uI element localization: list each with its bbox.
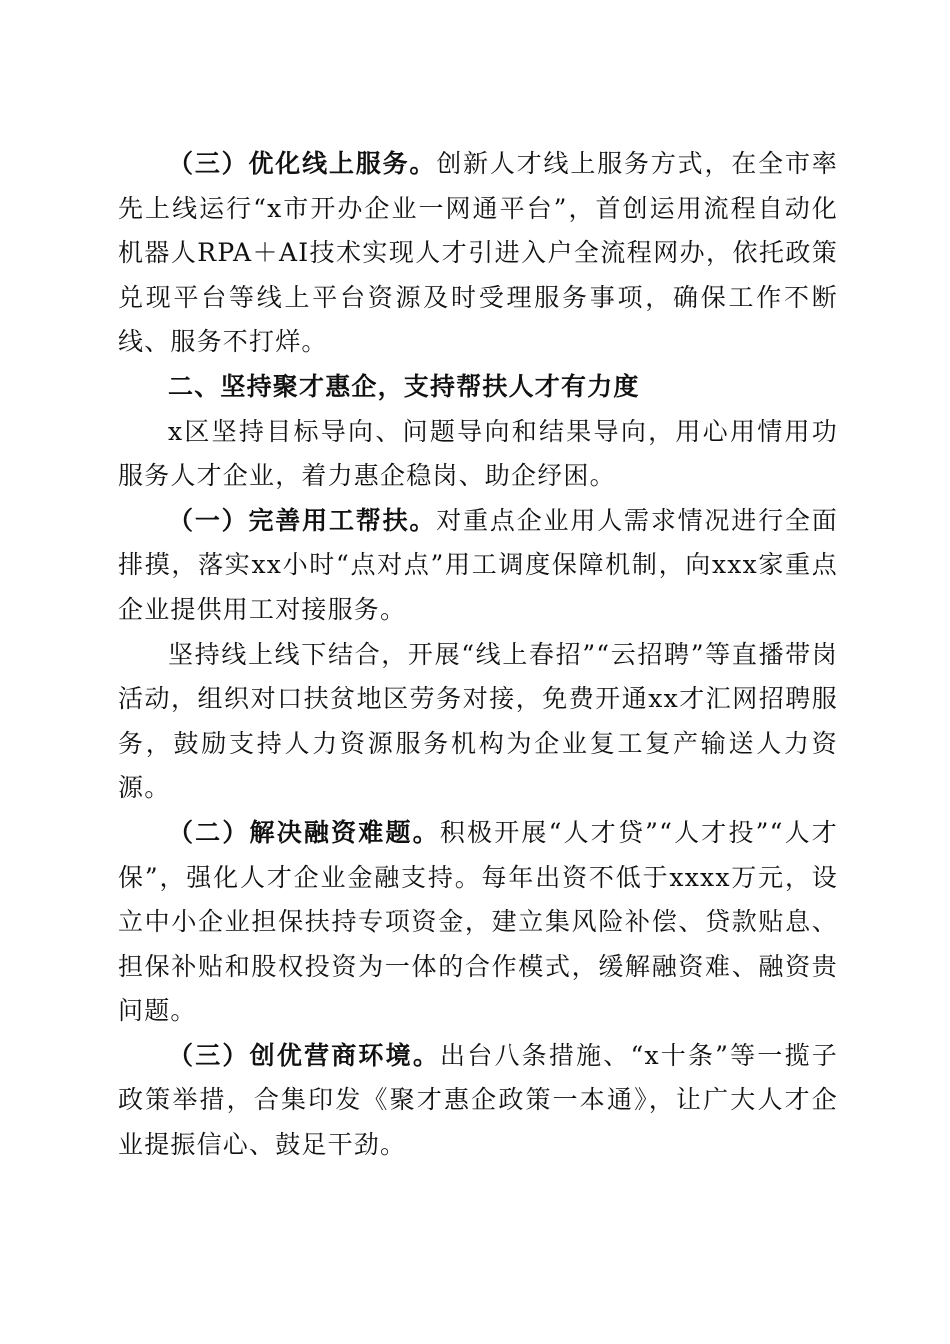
- paragraph-body: 对重点企业用人需求情况进行全面排摸，落实xx小时“点对点”用工调度保障机制，向xxx家重点企业提供用工对接服务。: [118, 505, 838, 624]
- document-page: [118, 142, 838, 1168]
- paragraph-intro: x区坚持目标导向、问题导向和结果导向，用心用情用功服务人才企业，着力惠企稳岗、助企纾困。: [118, 416, 838, 491]
- paragraph-body: 创新人才线上服务方式，在全市率先上线运行“x市开办企业一网通平台”，首创运用流程自动化机器人RPA＋AI技术实现人才引进入户全流程网办，依托政策兑现平台等线上平台资源及时受理服务事项，确保工作不断线、服务不打烊。: [118, 149, 838, 357]
- paragraph-lead: （二）解决融资难题。: [168, 817, 440, 847]
- paragraph-employment-support: [118, 499, 838, 633]
- paragraph-online-recruitment: 坚持线上线下结合，开展“线上春招”“云招聘”等直播带岗活动，组织对口扶贫地区劳务对接，免费开通xx才汇网招聘服务，鼓励支持人力资源服务机构为企业复工复产输送人力资源。: [118, 639, 838, 803]
- paragraph-body: 出台八条措施、“x十条”等一揽子政策举措，合集印发《聚才惠企政策一本通》，让广大人才企业提振信心、鼓足干劲。: [118, 1040, 838, 1160]
- paragraph-lead: （三）优化线上服务。: [168, 149, 437, 178]
- section-heading: 二、坚持聚才惠企，支持帮扶人才有力度: [168, 371, 640, 401]
- paragraph-business-environment: [118, 1034, 838, 1168]
- paragraph-financing: [118, 811, 838, 1034]
- paragraph-lead: （一）完善用工帮扶。: [168, 505, 437, 535]
- paragraph-body: 积极开展“人才贷”“人才投”“人才保”，强化人才企业金融支持。每年出资不低于xxxx万元，设立中小企业担保扶持专项资金，建立集风险补偿、贷款贴息、担保补贴和股权投资为一体的合作模式，缓解融资难、融资贵问题。: [118, 817, 838, 1026]
- paragraph-lead: （三）创优营商环境。: [168, 1040, 441, 1070]
- paragraph-online-service: [118, 142, 838, 365]
